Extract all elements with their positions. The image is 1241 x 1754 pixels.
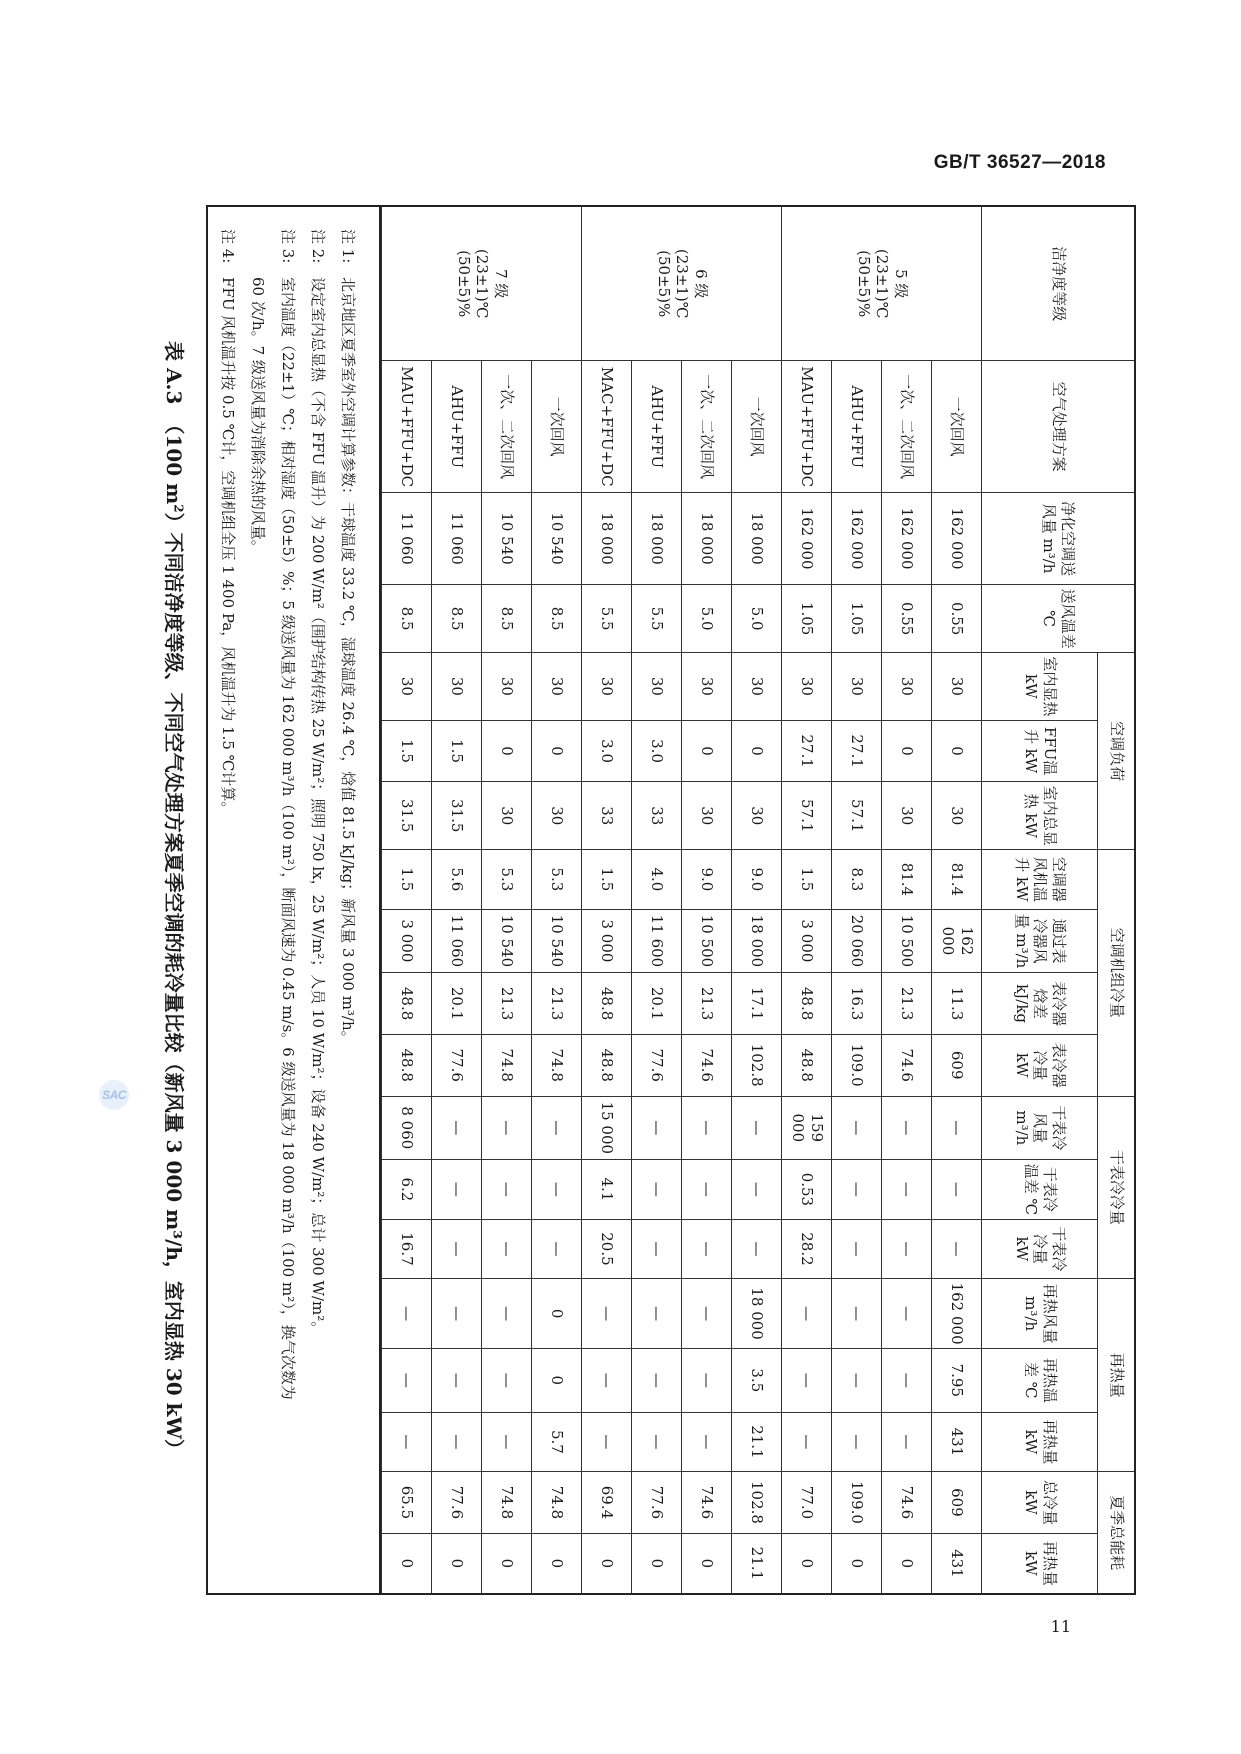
value-cell: 10 500 (682, 909, 732, 973)
group-ahu-cooling: 空调机组冷量 (1098, 850, 1134, 1096)
table-row (882, 207, 932, 1593)
value-cell: 21.3 (882, 973, 932, 1035)
value-cell: 0 (932, 720, 982, 782)
value-cell: 0 (482, 1533, 532, 1593)
value-cell: 30 (732, 653, 782, 721)
value-cell: 11 060 (382, 492, 432, 584)
value-cell: 48.8 (582, 973, 632, 1035)
note-label: 注 2: (309, 229, 328, 264)
value-cell: 30 (382, 653, 432, 721)
value-cell: — (532, 1219, 582, 1279)
scheme-cell: AHU+FFU (432, 361, 482, 492)
scheme-cell: 一次、二次回风 (482, 361, 532, 492)
value-cell: 109.0 (832, 1472, 882, 1534)
value-cell: — (932, 1096, 982, 1160)
group-ac-load: 空调负荷 (1098, 653, 1134, 850)
note-text: 60 次/h。7 级送风量为消除余热的风量。 (249, 277, 268, 555)
value-cell: 0 (532, 1279, 582, 1349)
value-cell: 30 (432, 653, 482, 721)
comparison-table (382, 207, 1135, 1593)
value-cell: 0 (682, 1533, 732, 1593)
value-cell: 8 060 (382, 1096, 432, 1160)
value-cell: 33 (582, 782, 632, 850)
value-cell: 0 (782, 1533, 832, 1593)
value-cell: — (482, 1219, 532, 1279)
value-cell: 81.4 (882, 850, 932, 910)
value-cell: 8.5 (482, 585, 532, 653)
value-cell: — (682, 1096, 732, 1160)
value-cell: 21.3 (482, 973, 532, 1035)
table-row (532, 207, 582, 1593)
value-cell: 48.8 (782, 973, 832, 1035)
value-cell: 0 (732, 720, 782, 782)
value-cell: 3 000 (782, 909, 832, 973)
value-cell: 65.5 (382, 1472, 432, 1534)
value-cell: 11 060 (432, 909, 482, 973)
value-cell: 1.05 (782, 585, 832, 653)
value-cell: — (432, 1349, 482, 1413)
grade-line: (50±5)% (454, 250, 473, 318)
value-cell: — (682, 1412, 732, 1472)
value-cell: 10 500 (882, 909, 932, 973)
value-cell: — (582, 1412, 632, 1472)
value-cell: 16.3 (832, 973, 882, 1035)
value-cell: 30 (682, 653, 732, 721)
note-label: 注 1: (339, 229, 358, 264)
value-cell: — (782, 1279, 832, 1349)
value-cell: 10 540 (482, 492, 532, 584)
value-cell: 8.5 (382, 585, 432, 653)
value-cell: 9.0 (732, 850, 782, 910)
value-cell: 9.0 (682, 850, 732, 910)
value-cell: 162 000 (932, 492, 982, 584)
value-cell: 4.0 (632, 850, 682, 910)
value-cell: 77.6 (432, 1472, 482, 1534)
value-cell: — (932, 1219, 982, 1279)
col-coil-cooling: 表冷器冷量 kW (982, 1034, 1098, 1096)
scheme-cell: 一次、二次回风 (682, 361, 732, 492)
scheme-cell: 一次、二次回风 (882, 361, 932, 492)
scheme-cell: MAU+FFU+DC (782, 361, 832, 492)
page-number: 11 (1050, 1617, 1071, 1636)
note-item (334, 229, 364, 1573)
value-cell: 5.5 (582, 585, 632, 653)
value-cell: 21.1 (732, 1533, 782, 1593)
note-item (274, 229, 304, 1573)
table-row (382, 207, 432, 1593)
note-item (214, 229, 244, 1573)
value-cell: — (532, 1096, 582, 1160)
value-cell: — (682, 1219, 732, 1279)
value-cell: 0 (532, 1349, 582, 1413)
scheme-cell: 一次回风 (932, 361, 982, 492)
value-cell: 18 000 (682, 492, 732, 584)
value-cell: 5.0 (732, 585, 782, 653)
col-scheme: 空气处理方案 (982, 361, 1134, 492)
value-cell: 57.1 (782, 782, 832, 850)
grade-line: 5 级 (892, 269, 911, 299)
value-cell: 21.3 (682, 973, 732, 1035)
value-cell: — (882, 1412, 932, 1472)
value-cell: 30 (882, 782, 932, 850)
grade-line: (23±1)℃ (873, 248, 892, 319)
table-title-post: ）不同洁净度等级、不同空气处理方案夏季空调的耗冷量比较（新风量 3 000 m³/h，室内显热 30 kW） (162, 512, 186, 1459)
value-cell: 81.4 (932, 850, 982, 910)
value-cell: 11 600 (632, 909, 682, 973)
col-rh-heat: 再热量 kW (982, 1412, 1098, 1472)
comparison-table-frame (206, 205, 1136, 1595)
value-cell: 0 (532, 720, 582, 782)
value-cell: — (382, 1349, 432, 1413)
value-cell: — (832, 1349, 882, 1413)
table-row (732, 207, 782, 1593)
table-title-sup: 2 (171, 504, 186, 513)
value-cell: — (932, 1160, 982, 1220)
group-dry-coil: 干表冷冷量 (1098, 1096, 1134, 1279)
value-cell: 21.3 (532, 973, 582, 1035)
value-cell: — (832, 1219, 882, 1279)
value-cell: — (882, 1096, 932, 1160)
value-cell: 18 000 (582, 492, 632, 584)
col-room-sensible: 室内显热 kW (982, 653, 1098, 721)
value-cell: 74.8 (532, 1472, 582, 1534)
table-row (432, 207, 482, 1593)
value-cell: 77.6 (632, 1034, 682, 1096)
value-cell: 5.3 (532, 850, 582, 910)
value-cell: 0 (582, 1533, 632, 1593)
value-cell: 0.53 (782, 1160, 832, 1220)
value-cell: 30 (482, 782, 532, 850)
value-cell: 57.1 (832, 782, 882, 850)
col-dc-temp-diff: 干表冷温差 ℃ (982, 1160, 1098, 1220)
value-cell: 30 (932, 782, 982, 850)
value-cell: — (632, 1160, 682, 1220)
value-cell: 10 540 (532, 492, 582, 584)
value-cell: 3.5 (732, 1349, 782, 1413)
value-cell: 8.5 (532, 585, 582, 653)
value-cell: 0 (882, 720, 932, 782)
value-cell: 0.55 (882, 585, 932, 653)
value-cell: 17.1 (732, 973, 782, 1035)
value-cell: — (882, 1219, 932, 1279)
col-dc-airflow: 干表冷风量 m³/h (982, 1096, 1098, 1160)
col-ahu-fan-rise: 空调器风机温升 kW (982, 850, 1098, 910)
value-cell: 3.0 (632, 720, 682, 782)
value-cell: 431 (932, 1533, 982, 1593)
value-cell: 30 (582, 653, 632, 721)
value-cell: — (732, 1219, 782, 1279)
value-cell: 4.1 (582, 1160, 632, 1220)
value-cell: 162 000 (882, 492, 932, 584)
value-cell: 0 (532, 1533, 582, 1593)
value-cell: — (482, 1279, 532, 1349)
value-cell: 0 (382, 1533, 432, 1593)
value-cell: 30 (682, 782, 732, 850)
value-cell: 30 (532, 782, 582, 850)
table-row (782, 207, 832, 1593)
value-cell: 609 (932, 1472, 982, 1534)
value-cell: 15 000 (582, 1096, 632, 1160)
value-cell: — (832, 1279, 882, 1349)
value-cell: — (482, 1160, 532, 1220)
grade-line: (23±1)℃ (673, 248, 692, 319)
value-cell: 8.3 (832, 850, 882, 910)
grade-line: (50±5)% (854, 250, 873, 318)
value-cell: — (882, 1160, 932, 1220)
value-cell: — (682, 1279, 732, 1349)
value-cell: — (482, 1096, 532, 1160)
value-cell: 77.6 (632, 1472, 682, 1534)
value-cell: 74.6 (882, 1472, 932, 1534)
value-cell: 5.7 (532, 1412, 582, 1472)
value-cell: — (782, 1349, 832, 1413)
grade-line: (50±5)% (654, 250, 673, 318)
value-cell: 27.1 (782, 720, 832, 782)
value-cell: 30 (782, 653, 832, 721)
value-cell: 77.0 (782, 1472, 832, 1534)
value-cell: — (632, 1219, 682, 1279)
value-cell: — (832, 1412, 882, 1472)
value-cell: 1.5 (782, 850, 832, 910)
value-cell: 18 000 (632, 492, 682, 584)
value-cell: — (632, 1279, 682, 1349)
value-cell: 30 (632, 653, 682, 721)
note-item (244, 229, 274, 1573)
value-cell: — (782, 1412, 832, 1472)
value-cell: 20.1 (432, 973, 482, 1035)
value-cell: 162 000 (932, 909, 982, 973)
value-cell: 18 000 (732, 492, 782, 584)
value-cell: — (432, 1219, 482, 1279)
value-cell: 109.0 (832, 1034, 882, 1096)
value-cell: 11.3 (932, 973, 982, 1035)
col-rh-temp-diff: 再热温差 ℃ (982, 1349, 1098, 1413)
value-cell: 30 (482, 653, 532, 721)
value-cell: 5.0 (682, 585, 732, 653)
col-rh-airflow: 再热风量 m³/h (982, 1279, 1098, 1349)
value-cell: 20.1 (632, 973, 682, 1035)
value-cell: — (882, 1349, 932, 1413)
value-cell: 159 000 (782, 1096, 832, 1160)
note-item (304, 229, 334, 1573)
value-cell: 31.5 (432, 782, 482, 850)
value-cell: 74.6 (882, 1034, 932, 1096)
value-cell: — (432, 1096, 482, 1160)
col-room-total-sensible: 室内总显热 kW (982, 782, 1098, 850)
value-cell: 69.4 (582, 1472, 632, 1534)
value-cell: 162 000 (782, 492, 832, 584)
value-cell: 1.05 (832, 585, 882, 653)
scheme-cell: AHU+FFU (832, 361, 882, 492)
scheme-cell: AHU+FFU (632, 361, 682, 492)
note-text: 北京地区夏季室外空调计算参数：干球温度 33.2 ℃，湿球温度 26.4 ℃，焓值 81.5 kJ/kg；新风量 3 000 m³/h。 (339, 277, 358, 1046)
standard-code: GB/T 36527—2018 (933, 152, 1106, 173)
grade-line: 7 级 (492, 269, 511, 299)
value-cell: 3 000 (582, 909, 632, 973)
scheme-cell: MAU+FFU+DC (382, 361, 432, 492)
value-cell: 74.8 (482, 1472, 532, 1534)
value-cell: 28.2 (782, 1219, 832, 1279)
note-label: 注 3: (279, 229, 298, 264)
value-cell: 33 (632, 782, 682, 850)
value-cell: 30 (832, 653, 882, 721)
col-dc-cooling: 干表冷冷量 kW (982, 1219, 1098, 1279)
value-cell: 3 000 (382, 909, 432, 973)
value-cell: — (632, 1096, 682, 1160)
grade-line: 6 级 (692, 269, 711, 299)
value-cell: 609 (932, 1034, 982, 1096)
value-cell: — (732, 1096, 782, 1160)
value-cell: 162 000 (832, 492, 882, 584)
value-cell: 30 (732, 782, 782, 850)
table-row (582, 207, 632, 1593)
value-cell: — (382, 1412, 432, 1472)
value-cell: 102.8 (732, 1472, 782, 1534)
rotated-table-area (162, 205, 1136, 1595)
value-cell: 18 000 (732, 1279, 782, 1349)
col-total-cooling: 总冷量 kW (982, 1472, 1098, 1534)
value-cell: 11 060 (432, 492, 482, 584)
value-cell: 5.6 (432, 850, 482, 910)
value-cell: — (732, 1160, 782, 1220)
value-cell: — (482, 1349, 532, 1413)
value-cell: 0 (682, 720, 732, 782)
value-cell: 162 000 (932, 1279, 982, 1349)
scheme-cell: 一次回风 (532, 361, 582, 492)
value-cell: 27.1 (832, 720, 882, 782)
scheme-cell: 一次回风 (732, 361, 782, 492)
value-cell: 1.5 (382, 850, 432, 910)
value-cell: 5.5 (632, 585, 682, 653)
value-cell: 0.55 (932, 585, 982, 653)
table-title (161, 205, 190, 1595)
value-cell: 0 (832, 1533, 882, 1593)
table-row (482, 207, 532, 1593)
value-cell: 48.8 (582, 1034, 632, 1096)
group-summer-total: 夏季总能耗 (1098, 1472, 1134, 1593)
note-text: 设定室内总显热（不含 FFU 温升）为 200 W/m²（围护结构传热 25 W/m²；照明 750 lx，25 W/m²；人员 10 W/m²；设备 240 W/m²；总计 300 W/m²。 (309, 277, 328, 1337)
value-cell: 30 (932, 653, 982, 721)
sac-watermark-logo: SAC (99, 1080, 129, 1110)
value-cell: 1.5 (582, 850, 632, 910)
value-cell: — (632, 1412, 682, 1472)
value-cell: — (682, 1160, 732, 1220)
col-total-reheat: 再热量 kW (982, 1533, 1098, 1593)
col-coil-airflow: 通过表冷器风量 m³/h (982, 909, 1098, 973)
note-text: 室内温度（22±1）℃；相对湿度（50±5）%；5 级送风量为 162 000 m³/h（100 m²），断面风速为 0.45 m/s。6 级送风量为 18 000 m³/h（100 m²），换气次数为 (279, 277, 298, 1400)
value-cell: 48.8 (382, 973, 432, 1035)
value-cell: — (582, 1279, 632, 1349)
value-cell: 16.7 (382, 1219, 432, 1279)
grade-cell (782, 207, 982, 361)
value-cell: 21.1 (732, 1412, 782, 1472)
value-cell: 7.95 (932, 1349, 982, 1413)
value-cell: — (632, 1349, 682, 1413)
col-grade: 洁净度等级 (982, 207, 1134, 361)
grade-cell (382, 207, 582, 361)
value-cell: 18 000 (732, 909, 782, 973)
value-cell: 10 540 (482, 909, 532, 973)
value-cell: 431 (932, 1412, 982, 1472)
grade-cell (582, 207, 782, 361)
table-body (382, 207, 982, 1593)
value-cell: 20 060 (832, 909, 882, 973)
value-cell: 31.5 (382, 782, 432, 850)
grade-line: (23±1)℃ (473, 248, 492, 319)
note-label: 注 4: (219, 229, 238, 264)
value-cell: 77.6 (432, 1034, 482, 1096)
value-cell: — (382, 1279, 432, 1349)
value-cell: 74.8 (482, 1034, 532, 1096)
note-text: FFU 风机温升按 0.5 ℃计，空调机组全压 1 400 Pa，风机温升为 1.5 ℃计算。 (219, 277, 238, 817)
value-cell: 10 540 (532, 909, 582, 973)
col-supply-temp-diff: 送风温差 ℃ (982, 585, 1134, 653)
value-cell: 30 (532, 653, 582, 721)
value-cell: 1.5 (382, 720, 432, 782)
value-cell: — (832, 1096, 882, 1160)
table-row (832, 207, 882, 1593)
value-cell: 3.0 (582, 720, 632, 782)
value-cell: 1.5 (432, 720, 482, 782)
value-cell: — (432, 1160, 482, 1220)
value-cell: 48.8 (782, 1034, 832, 1096)
col-supply-air: 净化空调送风量 m³/h (982, 492, 1134, 584)
value-cell: 8.5 (432, 585, 482, 653)
value-cell: 0 (482, 720, 532, 782)
value-cell: 0 (632, 1533, 682, 1593)
value-cell: 5.3 (482, 850, 532, 910)
value-cell: — (432, 1412, 482, 1472)
table-title-pre: 表 A.3 （100 m (162, 341, 186, 505)
value-cell: 48.8 (382, 1034, 432, 1096)
value-cell: 0 (432, 1533, 482, 1593)
value-cell: — (832, 1160, 882, 1220)
value-cell: 74.6 (682, 1034, 732, 1096)
value-cell: 74.8 (532, 1034, 582, 1096)
value-cell: — (582, 1349, 632, 1413)
value-cell: — (432, 1279, 482, 1349)
scheme-cell: MAC+FFU+DC (582, 361, 632, 492)
value-cell: 0 (882, 1533, 932, 1593)
col-ffu-rise: FFU温升 kW (982, 720, 1098, 782)
table-row (932, 207, 982, 1593)
value-cell: 20.5 (582, 1219, 632, 1279)
table-notes (204, 207, 382, 1593)
table-row (682, 207, 732, 1593)
group-reheat: 再热量 (1098, 1279, 1134, 1472)
value-cell: — (882, 1279, 932, 1349)
value-cell: 102.8 (732, 1034, 782, 1096)
value-cell: 74.6 (682, 1472, 732, 1534)
value-cell: 6.2 (382, 1160, 432, 1220)
value-cell: 30 (882, 653, 932, 721)
value-cell: — (482, 1412, 532, 1472)
value-cell: — (682, 1349, 732, 1413)
value-cell: — (532, 1160, 582, 1220)
table-row (632, 207, 682, 1593)
col-coil-enthalpy: 表冷器焓差 kJ/kg (982, 973, 1098, 1035)
